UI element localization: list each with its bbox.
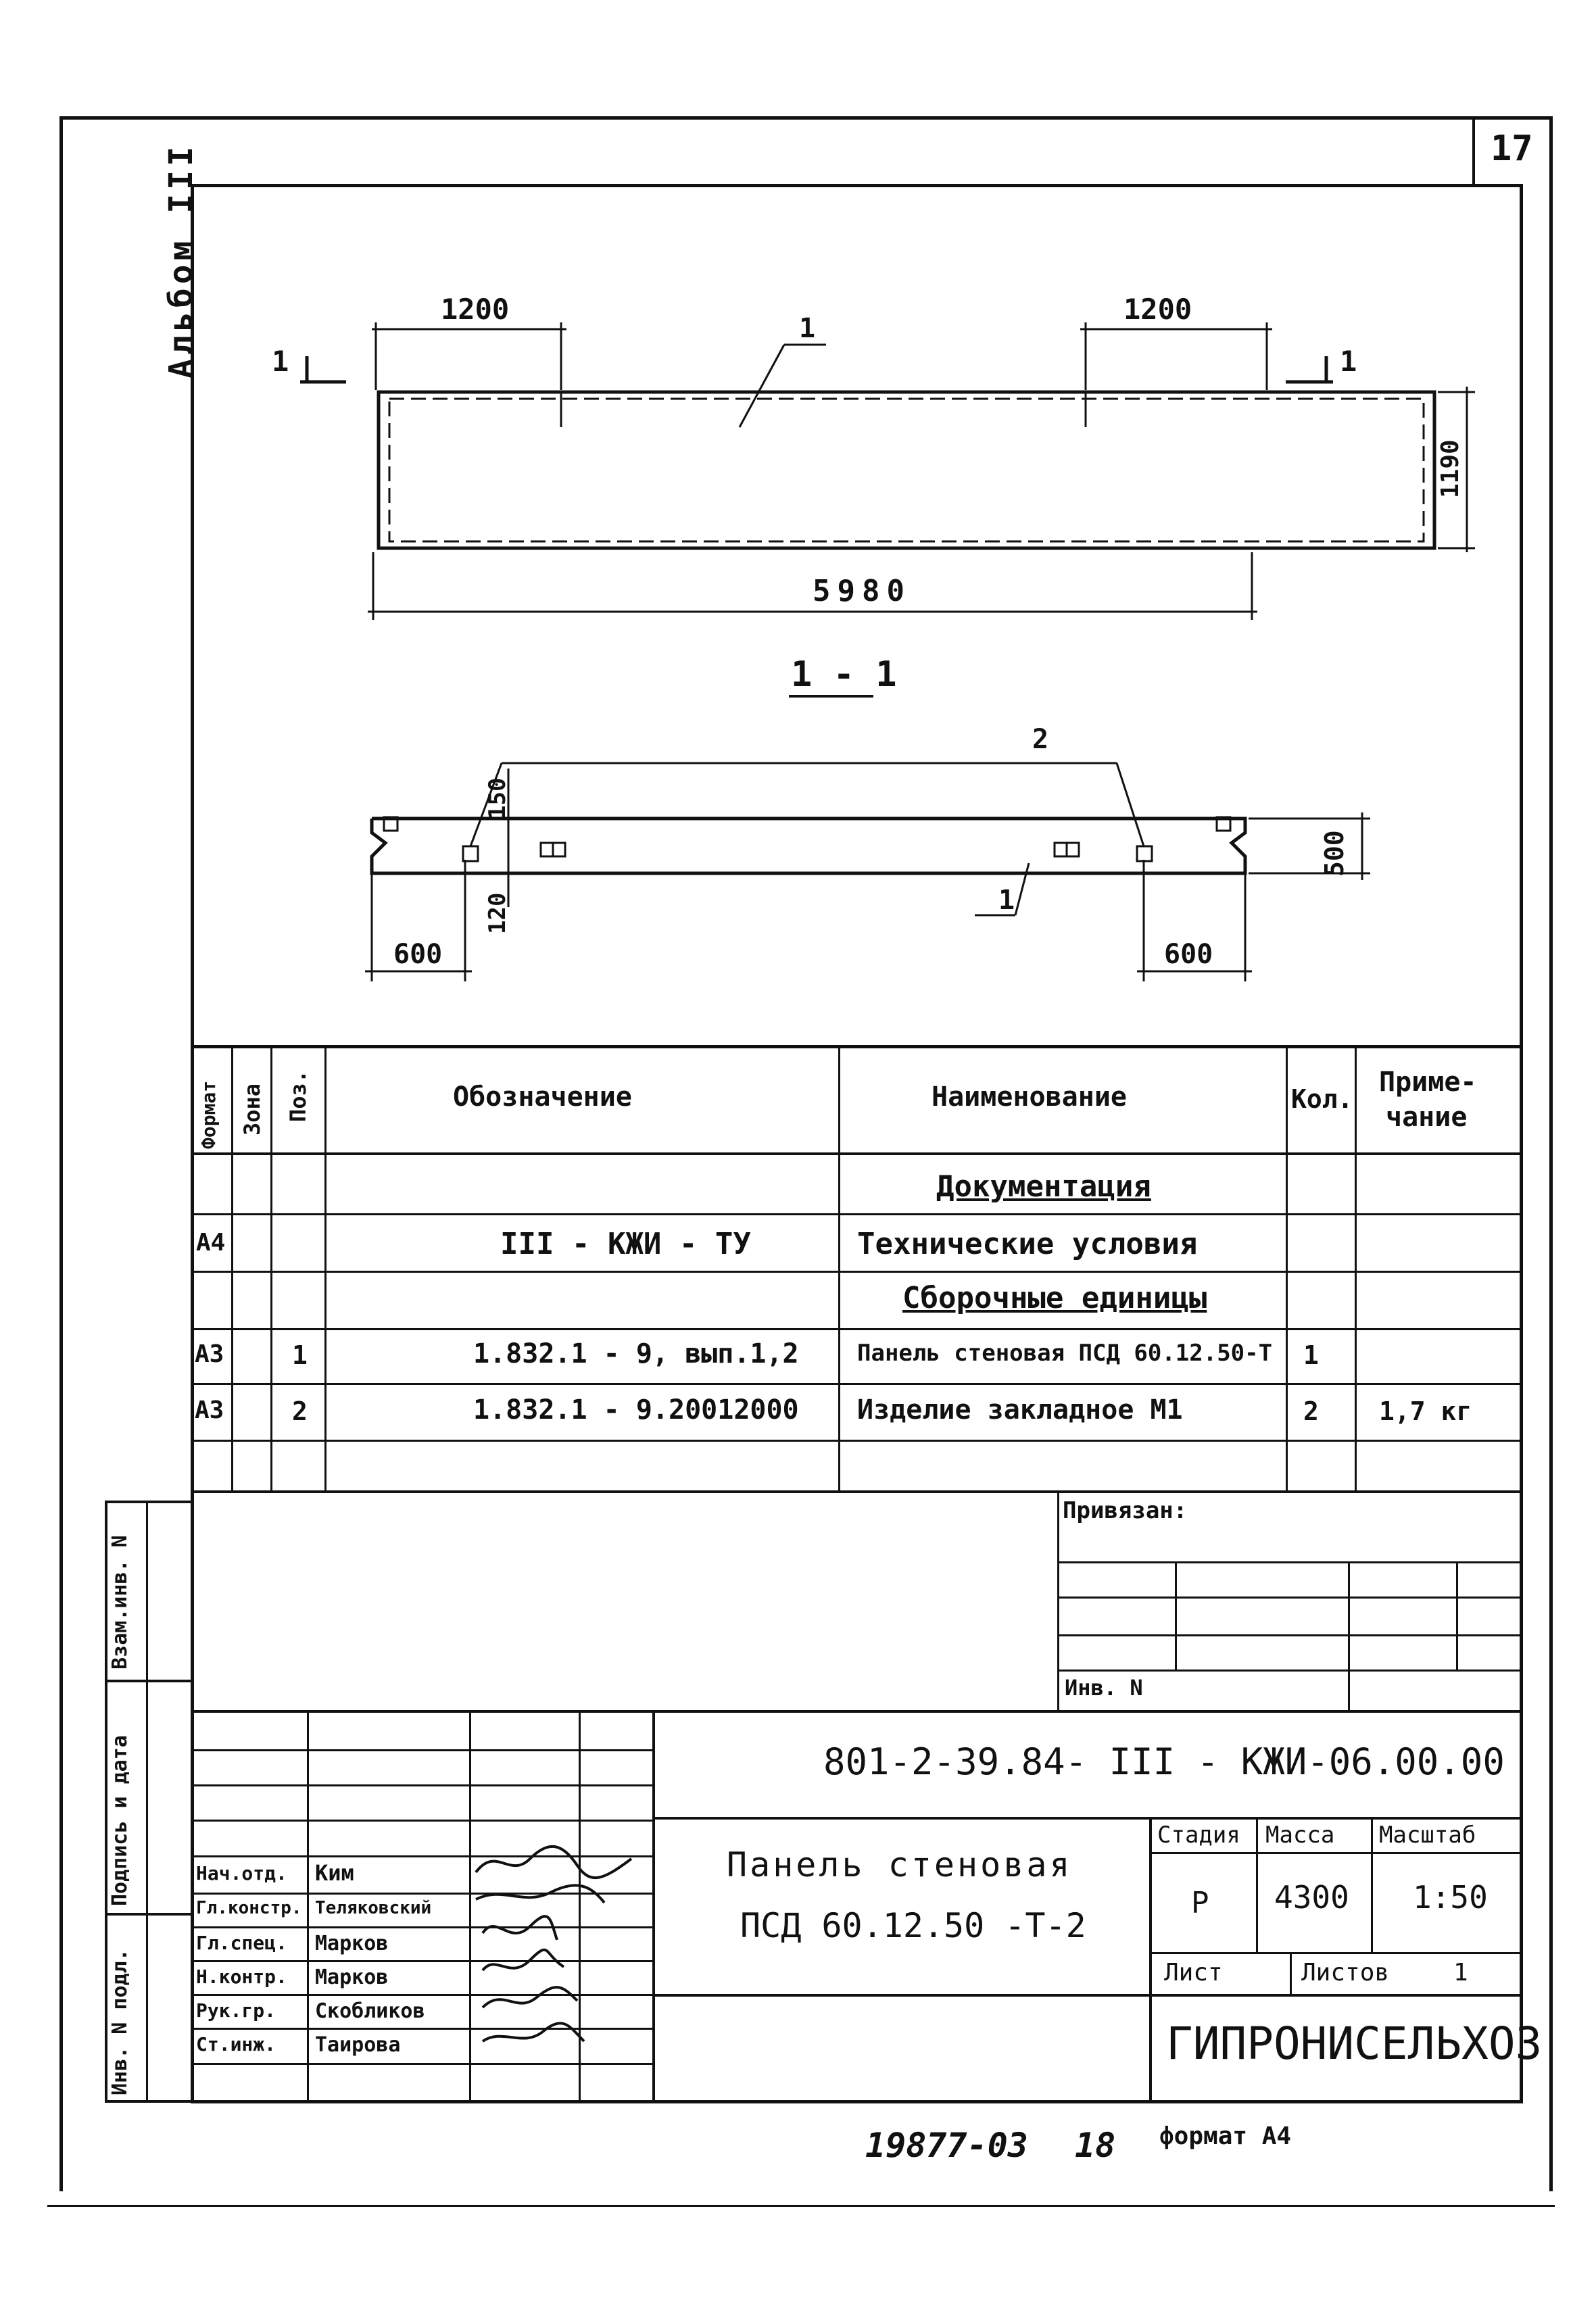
table-row-line-3 bbox=[191, 1328, 1522, 1330]
stage-value: Р bbox=[1191, 1886, 1209, 1920]
scale-value: 1:50 bbox=[1413, 1879, 1488, 1916]
dim-left-1200: 1200 bbox=[441, 293, 510, 326]
mass-label: Масса bbox=[1265, 1822, 1335, 1849]
page-number-box-left bbox=[1472, 116, 1475, 184]
side-label-podpis: Подпись и дата bbox=[108, 1735, 132, 1906]
sig-role-4: Н.контр. bbox=[196, 1966, 287, 1988]
album-label: Альбом III bbox=[162, 143, 200, 379]
stamp-top bbox=[191, 1710, 1522, 1713]
page-number: 17 bbox=[1491, 128, 1533, 169]
sig-role-5: Рук.гр. bbox=[196, 1999, 276, 2022]
section-title: 1 - 1 bbox=[791, 654, 897, 695]
col-line-4 bbox=[838, 1045, 840, 1491]
header-name: Наименование bbox=[932, 1081, 1127, 1113]
dim-120: 120 bbox=[484, 892, 511, 934]
sig-row-10 bbox=[191, 2063, 652, 2065]
inner-frame-bottom bbox=[191, 2100, 1522, 2103]
stage-row-line bbox=[1149, 1852, 1522, 1854]
header-format: Формат bbox=[197, 1080, 220, 1149]
privyazan-row-3 bbox=[1057, 1634, 1522, 1636]
callout-1-top: 1 bbox=[799, 313, 816, 344]
header-zone: Зона bbox=[239, 1083, 265, 1136]
sig-name-4: Марков bbox=[315, 1966, 389, 1989]
handwritten-signatures bbox=[469, 1838, 645, 2062]
privyazan-col-3 bbox=[1456, 1561, 1458, 1670]
table-row-line-5 bbox=[191, 1440, 1522, 1442]
row-4-format: А3 bbox=[195, 1340, 224, 1368]
privyazan-left bbox=[1057, 1490, 1059, 1710]
sig-role-1: Нач.отд. bbox=[196, 1862, 287, 1884]
table-row-line-2 bbox=[191, 1271, 1522, 1273]
header-note-2: чание bbox=[1386, 1102, 1468, 1133]
stamp-right-col-div bbox=[1149, 1817, 1152, 2102]
sig-name-2: Теляковский bbox=[315, 1898, 432, 1918]
outer-border-top bbox=[59, 116, 1552, 120]
footer-format: формат А4 bbox=[1159, 2122, 1292, 2150]
dim-150: 150 bbox=[484, 777, 511, 819]
header-designation: Обозначение bbox=[453, 1081, 632, 1113]
privyazan-row-4 bbox=[1057, 1670, 1522, 1672]
sheet-label: Лист bbox=[1164, 1959, 1223, 1987]
row-5-qty: 2 bbox=[1303, 1396, 1319, 1426]
side-label-inv-podl: Инв. N подл. bbox=[108, 1949, 132, 2095]
dim-500: 500 bbox=[1320, 830, 1349, 877]
sheets-value: 1 bbox=[1453, 1959, 1468, 1987]
table-top-line bbox=[191, 1045, 1522, 1048]
privyazan-col-2 bbox=[1348, 1561, 1350, 1710]
privyazan-row-2 bbox=[1057, 1597, 1522, 1599]
section-mark-left: 1 bbox=[272, 345, 289, 378]
row-4-name: Панель стеновая ПСД 60.12.50-Т bbox=[857, 1340, 1273, 1367]
sig-name-6: Таирова bbox=[315, 2033, 401, 2057]
stamp-code-bottom bbox=[652, 1817, 1522, 1820]
row-4-qty: 1 bbox=[1303, 1340, 1319, 1370]
col-line-2 bbox=[270, 1045, 272, 1491]
sig-role-2: Гл.констр. bbox=[196, 1898, 302, 1918]
panel-drawing bbox=[191, 187, 1520, 1046]
stamp-left-col-div bbox=[652, 1710, 655, 2102]
row-5-note: 1,7 кг bbox=[1379, 1396, 1472, 1426]
title-line-2: ПСД 60.12.50 -Т-2 bbox=[740, 1906, 1086, 1945]
sig-row-1 bbox=[191, 1749, 652, 1751]
sig-row-3 bbox=[191, 1820, 652, 1822]
header-pos: Поз. bbox=[285, 1069, 311, 1122]
table-bottom-line bbox=[191, 1490, 1522, 1493]
sheets-label: Листов bbox=[1301, 1959, 1390, 1987]
stage-col-2 bbox=[1371, 1817, 1373, 1952]
footer-page: 18 bbox=[1075, 2126, 1116, 2165]
section-mark-right: 1 bbox=[1340, 345, 1357, 378]
stage-label: Стадия bbox=[1157, 1822, 1240, 1849]
scale-label: Масштаб bbox=[1379, 1822, 1476, 1849]
callout-1-section: 1 bbox=[998, 885, 1015, 916]
row-5-name: Изделие закладное М1 bbox=[857, 1394, 1183, 1425]
dim-total: 5980 bbox=[813, 574, 911, 608]
table-row-line-4 bbox=[191, 1383, 1522, 1385]
callout-2: 2 bbox=[1032, 724, 1049, 755]
row-5-pos: 2 bbox=[292, 1396, 308, 1426]
row-4-pos: 1 bbox=[292, 1340, 308, 1370]
row-5-designation: 1.832.1 - 9.20012000 bbox=[473, 1394, 799, 1425]
document-code: 801-2-39.84- III - КЖИ-06.00.00 bbox=[823, 1740, 1505, 1783]
table-row-line-1 bbox=[191, 1213, 1522, 1215]
mass-value: 4300 bbox=[1274, 1879, 1349, 1916]
stamp-lower-mid bbox=[652, 1994, 1522, 1997]
row-2-format: А4 bbox=[196, 1229, 226, 1257]
side-strip-left bbox=[105, 1501, 107, 2102]
stage-values-bottom bbox=[1149, 1952, 1522, 1954]
dim-right-1200: 1200 bbox=[1123, 293, 1192, 326]
privyazan-col-1 bbox=[1175, 1561, 1177, 1670]
side-label-vzam: Взам.инв. N bbox=[108, 1535, 132, 1670]
stage-col-1 bbox=[1256, 1817, 1258, 1952]
sheet-col bbox=[1290, 1952, 1292, 1994]
row-2-name: Технические условия bbox=[857, 1227, 1198, 1261]
outer-border-left bbox=[59, 116, 63, 2191]
col-line-3 bbox=[324, 1045, 327, 1491]
table-header-bottom bbox=[191, 1152, 1522, 1155]
copy-number: 19877-03 bbox=[865, 2126, 1028, 2165]
dim-height: 1190 bbox=[1436, 439, 1464, 498]
col-line-6 bbox=[1355, 1045, 1357, 1491]
sig-name-5: Скобликов bbox=[315, 1999, 425, 2023]
inv-no-label: Инв. N bbox=[1065, 1675, 1143, 1701]
privyazan-label: Привязан: bbox=[1063, 1497, 1188, 1524]
header-note-1: Приме- bbox=[1379, 1067, 1477, 1098]
sig-role-6: Ст.инж. bbox=[196, 2033, 276, 2055]
outer-border-right bbox=[1549, 116, 1553, 2191]
row-4-designation: 1.832.1 - 9, вып.1,2 bbox=[473, 1338, 799, 1369]
sig-row-2 bbox=[191, 1784, 652, 1786]
inner-frame-right bbox=[1520, 184, 1523, 2103]
row-5-format: А3 bbox=[195, 1396, 224, 1424]
side-strip-mid bbox=[146, 1501, 148, 2102]
page-bottom-rule bbox=[47, 2205, 1555, 2207]
organization: ГИПРОНИСЕЛЬХОЗ bbox=[1166, 2018, 1543, 2070]
dim-600-left: 600 bbox=[393, 939, 443, 970]
sig-col-1 bbox=[307, 1710, 309, 2102]
col-line-1 bbox=[231, 1045, 233, 1491]
dim-600-right: 600 bbox=[1164, 939, 1213, 970]
row-1-name: Документация bbox=[936, 1169, 1151, 1204]
header-qty: Кол. bbox=[1291, 1084, 1353, 1114]
row-3-name: Сборочные единицы bbox=[902, 1281, 1207, 1315]
row-2-designation: III - КЖИ - ТУ bbox=[500, 1227, 751, 1261]
privyazan-row-1 bbox=[1057, 1561, 1522, 1563]
title-line-1: Панель стеновая bbox=[727, 1845, 1073, 1884]
sig-name-3: Марков bbox=[315, 1932, 389, 1955]
sig-name-1: Ким bbox=[315, 1860, 354, 1886]
sig-role-3: Гл.спец. bbox=[196, 1932, 287, 1954]
col-line-5 bbox=[1286, 1045, 1288, 1491]
